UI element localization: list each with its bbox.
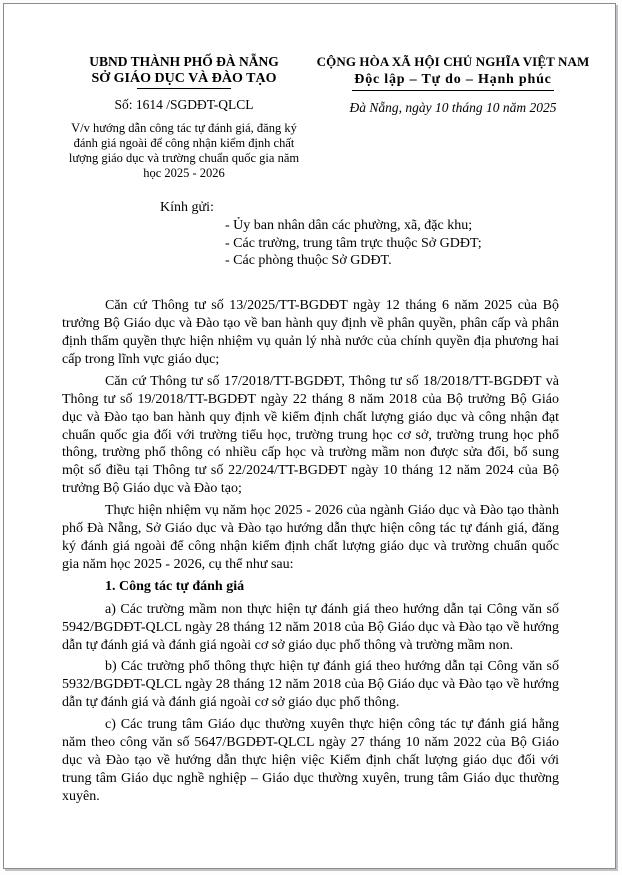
section-item-c: c) Các trung tâm Giáo dục thường xuyên thực hiện công tác tự đánh giá hằng năm theo công văn số 5647/BGDĐT-QLCL ngày 27 tháng 10 năm 2022 của Bộ Giáo dục và Đào tạo về hướng dẫn thực hiện việc Kiểm định chất lượng giáo dục đối với trung tâm Giáo dục nghề nghiệp – Giáo dục thường xuyên, trung tâm Giáo dục thường xuyên. — [62, 717, 559, 804]
national-motto-text: Độc lập – Tự do – Hạnh phúc — [352, 72, 553, 91]
recipient-item: - Các phòng thuộc Sở GDĐT. — [225, 253, 392, 269]
national-motto — [306, 72, 600, 91]
document-header — [62, 54, 590, 181]
issuing-authority-parent: UBND THÀNH PHỐ ĐÀ NẴNG — [89, 54, 279, 69]
national-header-block — [306, 54, 600, 181]
recipient-item: - Các trường, trung tâm trực thuộc Sở GDĐT; — [225, 235, 482, 251]
document-number: Số: 1614 /SGDĐT-QLCL — [114, 97, 254, 112]
recipients-block — [62, 199, 559, 270]
section-item-b: b) Các trường phổ thông thực hiện tự đánh giá theo hướng dẫn tại Công văn số 5932/BGDĐT-QLCL ngày 28 tháng 12 năm 2018 của Bộ Giáo dục và Đào tạo về hướng dẫn tự đánh giá và đánh giá ngoài cơ sở giáo dục phổ thông. — [62, 659, 559, 711]
body-paragraph: Căn cứ Thông tư số 13/2025/TT-BGDĐT ngày 12 tháng 6 năm 2025 của Bộ trưởng Bộ Giáo dục và Đào tạo về ban hành quy định về phân quyền, phân cấp và phân định thẩm quyền thực hiện nhiệm vụ quản lý nhà nước của chính quyền địa phương hai cấp trong lĩnh vực giáo dục; — [62, 298, 559, 367]
issuing-authority-block — [62, 54, 306, 181]
section-heading: 1. Công tác tự đánh giá — [105, 578, 245, 594]
recipient-item: - Ủy ban nhân dân các phường, xã, đặc khu; — [225, 217, 473, 233]
body-paragraph: Thực hiện nhiệm vụ năm học 2025 - 2026 của ngành Giáo dục và Đào tạo thành phố Đà Nẵng, Sở Giáo dục và Đào tạo hướng dẫn thực hiện công tác tự đánh giá, đăng ký đánh giá ngoài để công nhận kiểm định chất lượng giáo dục và trường chuẩn quốc gia năm học 2025 - 2026, cụ thể như sau: — [62, 503, 559, 572]
document-page — [3, 3, 616, 869]
national-title: CỘNG HÒA XÃ HỘI CHỦ NGHĨA VIỆT NAM — [316, 54, 590, 69]
recipient-list — [225, 217, 559, 270]
body-paragraph: Căn cứ Thông tư số 17/2018/TT-BGDĐT, Thông tư số 18/2018/TT-BGDĐT và Thông tư số 19/2018/TT-BGDĐT ngày 22 tháng 8 năm 2018 của Bộ trưởng Bộ Giáo dục và Đào tạo ban hành quy định về kiểm định chất lượng giáo dục và công nhận đạt chuẩn quốc gia đối với trường tiểu học, trường trung học cơ sở, trường trung học phổ thông, trường phổ thông có nhiều cấp học và trường mầm non được sửa đổi, bổ sung một số điều tại Thông tư số 22/2024/TT-BGDĐT ngày 10 tháng 12 năm 2024 của Bộ trưởng Bộ Giáo dục và Đào tạo; — [62, 373, 559, 497]
issuing-authority-name: SỞ GIÁO DỤC VÀ ĐÀO TẠO — [91, 71, 277, 86]
place-date-line: Đà Nẵng, ngày 10 tháng 10 năm 2025 — [349, 100, 557, 115]
authority-divider — [137, 88, 231, 89]
document-body — [62, 297, 559, 805]
section-item-a: a) Các trường mầm non thực hiện tự đánh giá theo hướng dẫn tại Công văn số 5942/BGDĐT-QLCL ngày 28 tháng 12 năm 2018 của Bộ Giáo dục và Đào tạo về hướng dẫn tự đánh giá và đánh giá ngoài cơ sở giáo dục phổ thông và trường mầm non. — [62, 601, 559, 653]
salutation: Kính gửi: — [160, 200, 214, 215]
document-subject: V/v hướng dẫn công tác tự đánh giá, đăng ký đánh giá ngoài để công nhận kiểm định chất lượng giáo dục và trường chuẩn quốc gia năm học 2025 - 2026 — [68, 121, 300, 180]
